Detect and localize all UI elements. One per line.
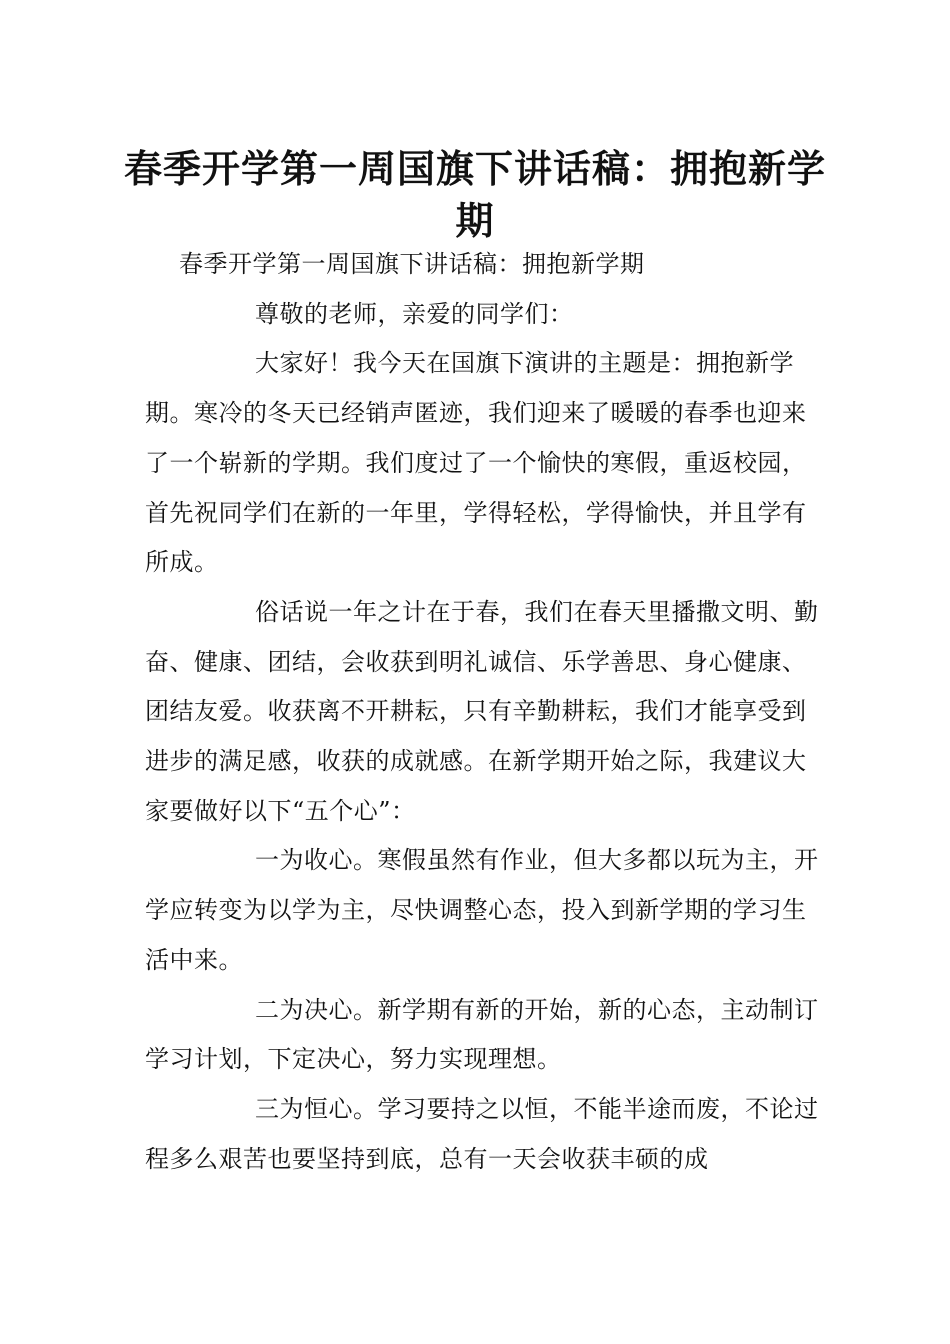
- paragraph-first-heart: 一为收心。寒假虽然有作业，但大多都以玩为主，开学应转变为以学为主，尽快调整心态，投入到新学期的学习生活中来。: [145, 846, 819, 974]
- paragraph-third-heart: 三为恒心。学习要持之以恒，不能半途而废，不论过程多么艰苦也要坚持到底，总有一天会收获丰硕的成: [145, 1094, 819, 1173]
- document-body: [145, 240, 825, 1184]
- paragraph-proverb: 俗话说一年之计在于春，我们在春天里播撒文明、勤奋、健康、团结，会收获到明礼诚信、乐学善思、身心健康、团结友爱。收获离不开耕耘，只有辛勤耕耘，我们才能享受到进步的满足感，收获的成就感。在新学期开始之际，我建议大家要做好以下“五个心”：: [145, 597, 819, 825]
- paragraph-greeting: 大家好！我今天在国旗下演讲的主题是：拥抱新学期。寒冷的冬天已经销声匿迹，我们迎来了暖暖的春季也迎来了一个崭新的学期。我们度过了一个愉快的寒假，重返校园，首先祝同学们在新的一年里，学得轻松，学得愉快，并且学有所成。: [145, 349, 807, 577]
- paragraph-second-heart: 二为决心。新学期有新的开始，新的心态，主动制订学习计划，下定决心，努力实现理想。: [145, 995, 819, 1074]
- document-subtitle: 春季开学第一周国旗下讲话稿：拥抱新学期: [179, 250, 645, 278]
- salutation: 尊敬的老师，亲爱的同学们：: [255, 299, 574, 328]
- document-title: 春季开学第一周国旗下讲话稿：拥抱新学期: [123, 146, 826, 244]
